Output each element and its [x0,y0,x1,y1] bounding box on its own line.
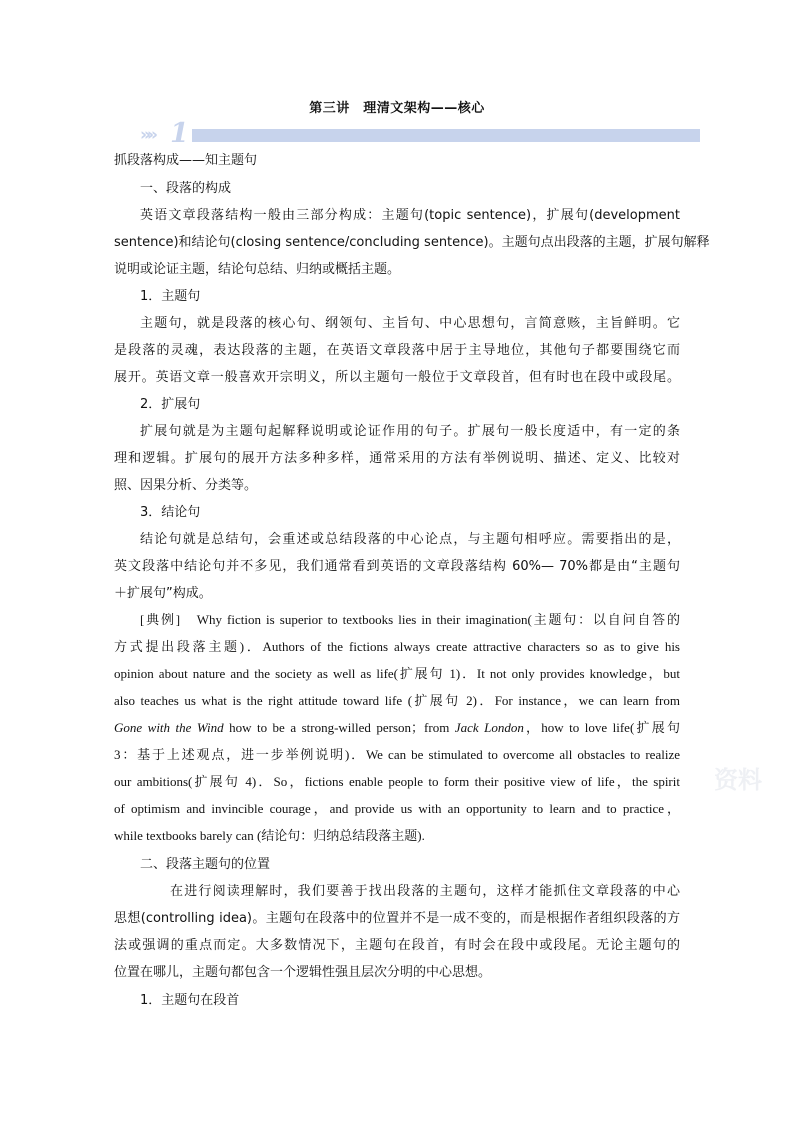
sub2-line-1: 扩展句就是为主题句起解释说明或论证作用的句子。扩展句一般长度适中，有一定的条 [140,424,680,439]
example-line-5: Gone with the Wind how to be a strong-willed person；from Jack London，how to love life(扩展句 [114,720,680,735]
example-line-7: our ambitions(扩展句 4)．So，fictions enable people to form their positive view of life，the spirit [114,774,680,789]
sub3-line-2: 英文段落中结论句并不多见，我们通常看到英语的文章段落结构 60%— 70%都是由“主题句 [114,559,680,574]
banner-bar [192,129,700,142]
section-banner [140,118,700,149]
double-chevron-icon: »» [140,125,154,145]
example-line-1: [典例] Why fiction is superior to textbooks lies in their imagination(主题句：以自问自答的 [140,612,680,627]
example-line-4: also teaches us what is the right attitude toward life (扩展句 2)．For instance，we can learn from [114,693,680,708]
sub3-line-1: 结论句就是总结句，会重述或总结段落的中心论点，与主题句相呼应。需要指出的是， [140,532,680,547]
part2-heading: 二、段落主题句的位置 [140,857,271,872]
watermark: 资料 [714,766,762,794]
part2-sub1-heading: 1．主题句在段首 [140,993,240,1008]
example-line-2: 方式提出段落主题)．Authors of the fictions always create attractive characters so as to give his [114,639,680,654]
intro-line-2: sentence)和结论句(closing sentence/concluding sentence)。主题句点出段落的主题，扩展句解释 [114,235,710,250]
example-line-8: of optimism and invincible courage，and provide us with an opportunity to learn and to practice， [114,801,680,816]
author-jack-london: Jack London [454,720,524,735]
section-heading: 抓段落构成——知主题句 [114,153,258,168]
sub3-heading: 3．结论句 [140,505,201,520]
part2-line-1: 在进行阅读理解时，我们要善于找出段落的主题句，这样才能抓住文章段落的中心 [170,884,680,899]
sub1-line-1: 主题句，就是段落的核心句、纲领句、主旨句、中心思想句，言简意赅，主旨鲜明。它 [140,316,680,331]
example-line-9: while textbooks barely can (结论句：归纳总结段落主题). [114,828,425,843]
intro-line-3: 说明或论证主题，结论句总结、归纳或概括主题。 [114,262,401,277]
part2-line-2: 思想(controlling idea)。主题句在段落中的位置并不是一成不变的，而是根据作者组织段落的方 [114,911,680,926]
example-line-6: 3：基于上述观点，进一步举例说明)．We can be stimulated to overcome all obstacles to realize [114,747,680,762]
part2-line-4: 位置在哪儿，主题句都包含一个逻辑性强且层次分明的中心思想。 [114,965,492,980]
sub2-heading: 2．扩展句 [140,397,201,412]
sub1-line-3: 展开。英语文章一般喜欢开宗明义，所以主题句一般位于文章段首，但有时也在段中或段尾。 [114,370,680,385]
sub2-line-2: 理和逻辑。扩展句的展开方法多种多样，通常采用的方法有举例说明、描述、定义、比较对 [114,451,680,466]
sub1-line-2: 是段落的灵魂，表达段落的主题，在英语文章段落中居于主导地位，其他句子都要围绕它而 [114,343,680,358]
sub3-line-3: ＋扩展句”构成。 [114,586,212,601]
part2-line-3: 法或强调的重点而定。大多数情况下，主题句在段首，有时会在段中或段尾。无论主题句的 [114,938,680,953]
book-title-gone-with-the-wind: Gone with the Wind [114,720,224,735]
intro-line-1: 英语文章段落结构一般由三部分构成：主题句(topic sentence)，扩展句(development [140,208,680,223]
example-line-3: opinion about nature and the society as well as life(扩展句 1)．It not only provides knowledge，but [114,666,680,681]
sub2-line-3: 照、因果分析、分类等。 [114,478,258,493]
section-number: 1 [170,118,189,149]
part1-heading: 一、段落的构成 [140,181,232,196]
page-title: 第三讲 理清文架构——核心 [309,101,485,116]
sub1-heading: 1．主题句 [140,289,201,304]
